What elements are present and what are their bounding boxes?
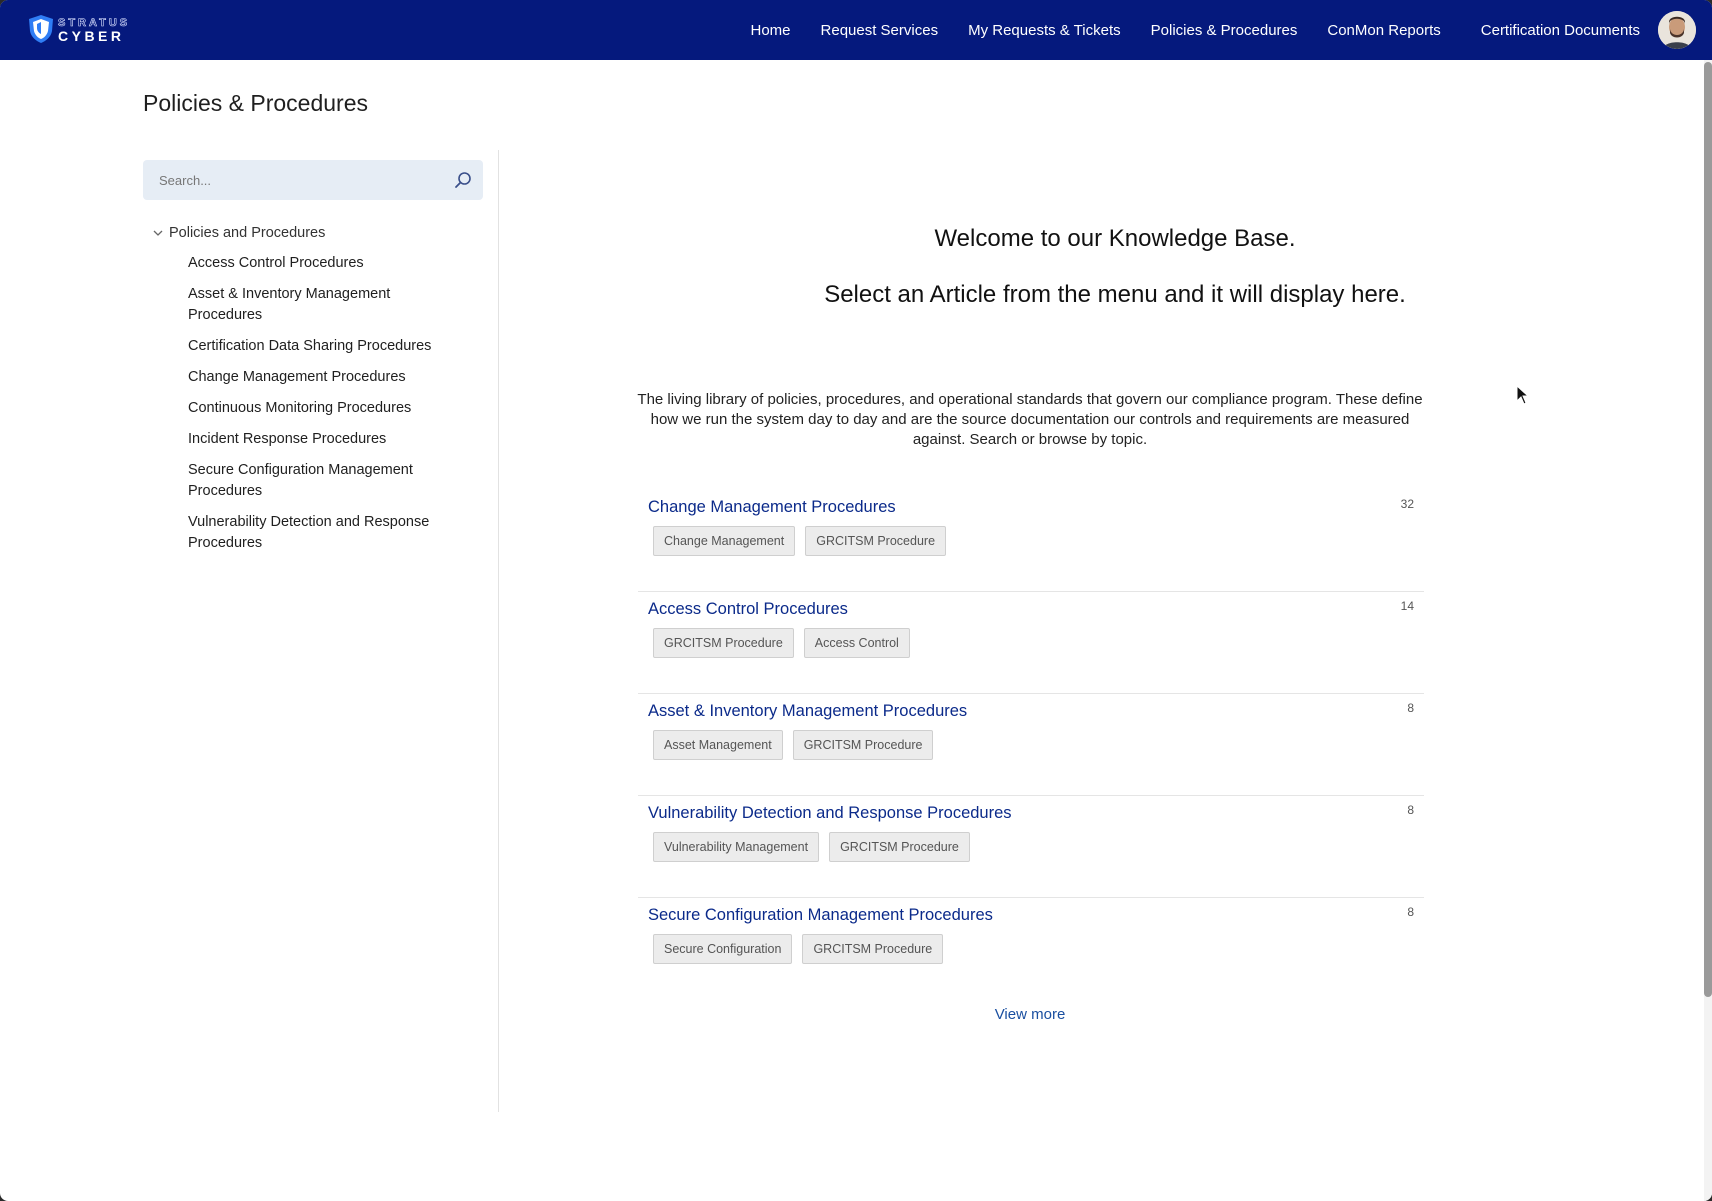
article-count: 8 — [1407, 905, 1414, 919]
user-avatar-icon — [1658, 11, 1696, 49]
nav-home[interactable]: Home — [750, 21, 791, 39]
tag-chip[interactable]: Vulnerability Management — [653, 832, 819, 862]
article-title-link[interactable]: Secure Configuration Management Procedures — [648, 906, 993, 924]
page-scrollbar-thumb[interactable] — [1704, 62, 1712, 997]
article-count: 32 — [1400, 497, 1414, 511]
tag-chip[interactable]: GRCITSM Procedure — [805, 526, 946, 556]
nav-certification-documents[interactable]: Certification Documents — [1480, 21, 1640, 39]
tag-chip[interactable]: Asset Management — [653, 730, 783, 760]
category-tree — [143, 222, 483, 554]
tree-items — [188, 253, 483, 554]
article-title-link[interactable]: Access Control Procedures — [648, 600, 848, 618]
sidebar-item-vulnerability-detection[interactable]: Vulnerability Detection and Response Procedures — [188, 514, 430, 551]
shield-logo-icon — [28, 14, 54, 44]
tag-chip[interactable]: GRCITSM Procedure — [793, 730, 934, 760]
sidebar-item-asset-inventory[interactable]: Asset & Inventory Management Procedures — [188, 286, 391, 323]
top-navbar — [0, 0, 1712, 60]
welcome-heading: Welcome to our Knowledge Base. — [934, 225, 1296, 252]
article-tags — [653, 832, 980, 862]
welcome-message — [560, 225, 1670, 309]
nav-my-requests-tickets[interactable]: My Requests & Tickets — [968, 21, 1121, 39]
article-row — [638, 694, 1424, 796]
tag-chip[interactable]: Secure Configuration — [653, 934, 792, 964]
sidebar-item-continuous-monitoring[interactable]: Continuous Monitoring Procedures — [188, 400, 412, 416]
search-input[interactable] — [143, 160, 459, 200]
tag-chip[interactable]: Access Control — [804, 628, 910, 658]
search-icon[interactable] — [453, 170, 473, 190]
tree-root-policies[interactable] — [143, 222, 483, 244]
tag-chip[interactable]: Change Management — [653, 526, 795, 556]
article-count: 8 — [1407, 701, 1414, 715]
article-tags — [653, 730, 943, 760]
tag-chip[interactable]: GRCITSM Procedure — [829, 832, 970, 862]
article-title-link[interactable]: Change Management Procedures — [648, 498, 896, 516]
knowledge-base-description: The living library of policies, procedures, and operational standards that govern our compliance program. These define how we run the system day to day and are the source documentation our controls and requirements are measured against. Search or browse by topic. — [637, 391, 1423, 448]
sidebar — [143, 160, 483, 564]
article-tags — [653, 628, 920, 658]
logo-text-stratus: STRATUS — [58, 17, 131, 29]
article-count: 8 — [1407, 803, 1414, 817]
article-title-link[interactable]: Asset & Inventory Management Procedures — [648, 702, 968, 720]
article-tags — [653, 526, 956, 556]
sidebar-item-certification-data-sharing[interactable]: Certification Data Sharing Procedures — [188, 338, 432, 354]
content-divider — [498, 150, 499, 1112]
article-row — [638, 490, 1424, 592]
article-list — [638, 490, 1424, 999]
tree-root-label: Policies and Procedures — [169, 225, 326, 241]
page-title: Policies & Procedures — [143, 90, 368, 116]
mouse-cursor-icon — [1516, 385, 1530, 405]
chevron-down-icon[interactable] — [151, 226, 165, 240]
article-row — [638, 898, 1424, 999]
welcome-subheading: Select an Article from the menu and it will display here. — [824, 281, 1406, 308]
nav-request-services[interactable]: Request Services — [820, 21, 939, 39]
nav-policies-procedures[interactable]: Policies & Procedures — [1150, 21, 1298, 39]
search-box — [143, 160, 483, 200]
main-nav — [721, 0, 1641, 60]
article-row — [638, 592, 1424, 694]
view-more-link[interactable]: View more — [994, 1006, 1066, 1023]
tag-chip[interactable]: GRCITSM Procedure — [653, 628, 794, 658]
stratus-cyber-logo[interactable] — [28, 14, 138, 46]
article-tags — [653, 934, 953, 964]
tag-chip[interactable]: GRCITSM Procedure — [802, 934, 943, 964]
sidebar-item-access-control[interactable]: Access Control Procedures — [188, 255, 364, 271]
article-row — [638, 796, 1424, 898]
user-avatar[interactable] — [1658, 11, 1696, 49]
sidebar-item-change-management[interactable]: Change Management Procedures — [188, 369, 406, 385]
sidebar-item-incident-response[interactable]: Incident Response Procedures — [188, 431, 387, 447]
logo-text-cyber: CYBER — [58, 28, 125, 44]
nav-conmon-reports[interactable]: ConMon Reports — [1327, 21, 1441, 39]
sidebar-item-secure-configuration[interactable]: Secure Configuration Management Procedures — [188, 462, 413, 499]
article-title-link[interactable]: Vulnerability Detection and Response Procedures — [648, 804, 1012, 822]
article-count: 14 — [1400, 599, 1414, 613]
